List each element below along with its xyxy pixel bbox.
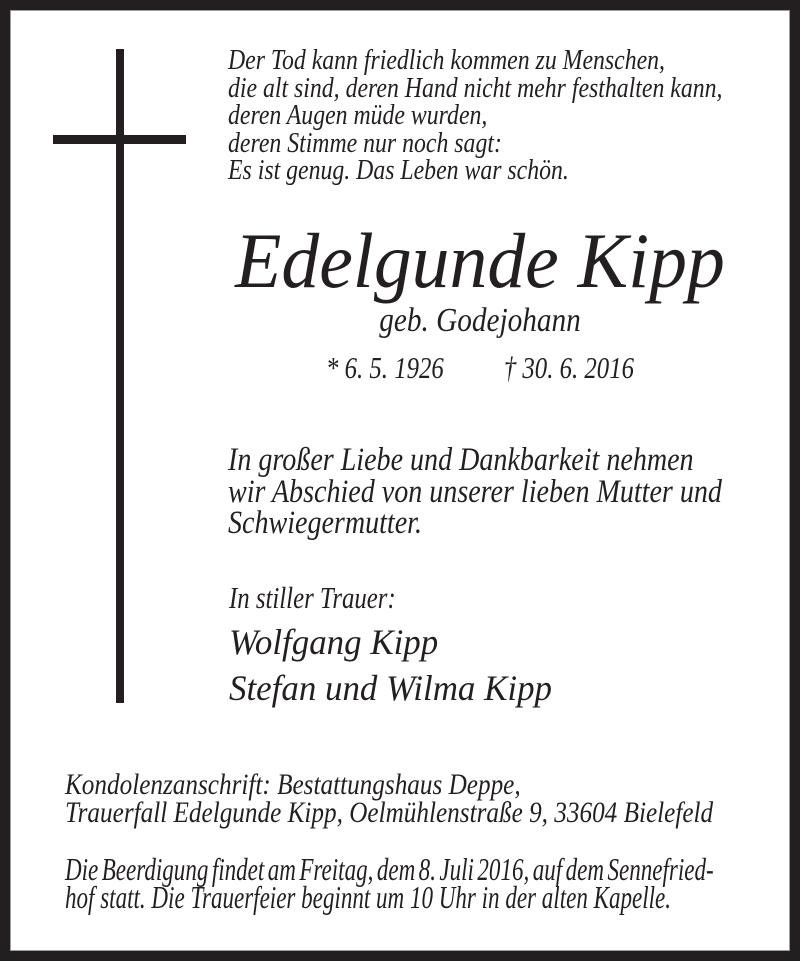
- tribute-line: In großer Liebe und Dankbarkeit nehmen: [228, 442, 694, 478]
- condolence-address: [65, 768, 714, 829]
- death-date: † 30. 6. 2016: [503, 350, 634, 385]
- opening-poem: [228, 44, 723, 186]
- tribute-paragraph: [228, 442, 722, 541]
- deceased-name: Edelgunde Kipp: [235, 217, 725, 304]
- funeral-info: [65, 851, 714, 915]
- tribute-line: wir Abschied von unserer lieben Mutter und: [228, 473, 722, 510]
- life-dates: [252, 352, 708, 383]
- poem-line: deren Stimme nur noch sagt:: [228, 126, 502, 159]
- maiden-name: geb. Godejohann: [379, 302, 581, 339]
- poem-line: die alt sind, deren Hand nicht mehr festhalten kann,: [228, 71, 723, 104]
- funeral-line: Die Beerdigung findet am Freitag, dem 8. Juli 2016, auf dem Sennefried-: [65, 851, 714, 887]
- mourning-intro: In stiller Trauer:: [229, 580, 396, 615]
- condolence-line: Kondolenzanschrift: Bestattungshaus Deppe,: [65, 768, 521, 801]
- poem-line: Der Tod kann friedlich kommen zu Menschen,: [228, 44, 665, 76]
- cross-horizontal-bar: [53, 135, 186, 144]
- condolence-line: Trauerfall Edelgunde Kipp, Oelmühlenstraße 9, 33604 Bielefeld: [65, 796, 714, 829]
- poem-line: deren Augen müde wurden,: [228, 99, 488, 131]
- tribute-line: Schwiegermutter.: [228, 505, 422, 541]
- mourner-name: Wolfgang Kipp: [229, 622, 439, 662]
- poem-line: Es ist genug. Das Leben war schön.: [228, 154, 569, 186]
- birth-date: * 6. 5. 1926: [326, 350, 444, 385]
- cross-vertical-bar: [116, 49, 124, 703]
- mourner-name: Stefan und Wilma Kipp: [229, 668, 553, 708]
- funeral-line: hof statt. Die Trauerfeier beginnt um 10 Uhr in der alten Kapelle.: [65, 879, 672, 915]
